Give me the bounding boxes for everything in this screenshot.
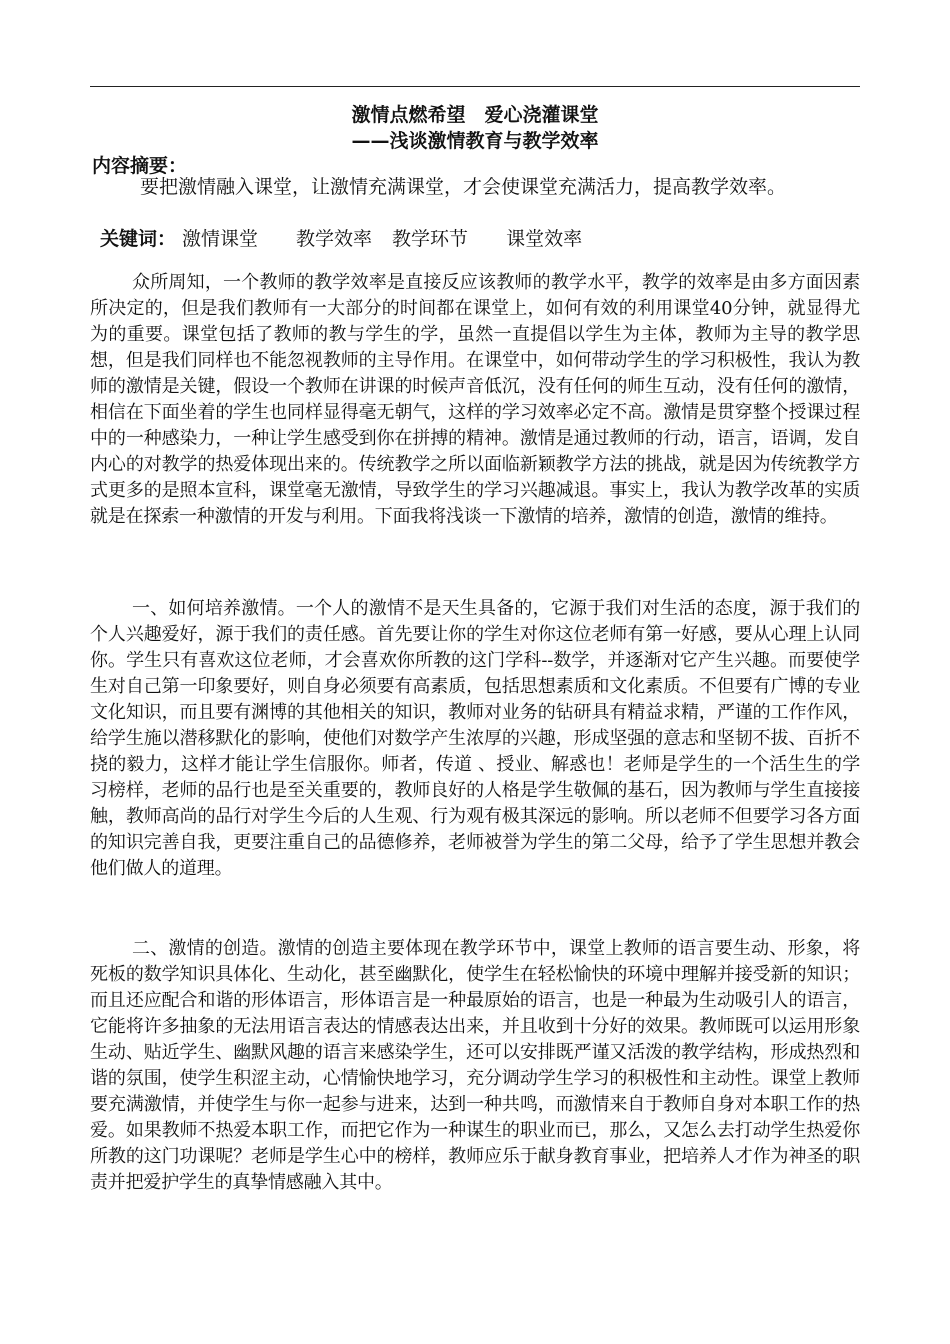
header-rule — [90, 86, 860, 87]
document-subtitle: ——浅谈激情教育与教学效率 — [351, 130, 599, 152]
body-paragraph-cultivate: 一、如何培养激情。一个人的激情不是天生具备的，它源于我们对生活的态度，源于我们的个人兴趣爱好，源于我们的责任感。首先要让你的学生对你这位老师有第一好感，要从心理上认同你。学生只有喜欢这位老师，才会喜欢你所教的这门学科--数学，并逐渐对它产生兴趣。而要使学生对自己第一印象要好，则自身必须要有高素质，包括思想素质和文化素质。不但要有广博的专业文化知识，而且要有渊博的其他相关的知识，教师对业务的钻研具有精益求精，严谨的工作作风，给学生施以潜移默化的影响，使他们对数学产生浓厚的兴趣，形成坚强的意志和坚韧不拔、百折不挠的毅力，这样才能让学生信服你。师者，传道 、授业、解惑也！老师是学生的一个活生生的学习榜样，老师的品行也是至关重要的，教师良好的人格是学生敬佩的基石，因为教师与学生直接接触，教师高尚的品行对学生今后的人生观、行为观有极其深远的影响。所以老师不但要学习各方面的知识完善自我，更要注重自己的品德修养，老师被誉为学生的第二父母，给予了学生思想并教会他们做人的道理。 — [90, 598, 860, 879]
body-paragraph-create: 二、激情的创造。激情的创造主要体现在教学环节中，课堂上教师的语言要生动、形象，将死板的数学知识具体化、生动化，甚至幽默化，使学生在轻松愉快的环境中理解并接受新的知识；而且还应配合和谐的形体语言，形体语言是一种最原始的语言，也是一种最为生动吸引人的语言，它能将许多抽象的无法用语言表达的情感表达出来，并且收到十分好的效果。教师既可以运用形象生动、贴近学生、幽默风趣的语言来感染学生，还可以安排既严谨又活泼的教学结构，形成热烈和谐的氛围，使学生积涩主动，心情愉快地学习，充分调动学生学习的积极性和主动性。课堂上教师要充满激情，并使学生与你一起参与进来，达到一种共鸣，而激情来自于教师自身对本职工作的热爱。如果教师不热爱本职工作，而把它作为一种谋生的职业而已，那么，又怎么去打动学生热爱你所教的这门功课呢？老师是学生心中的榜样，教师应乐于献身教育事业，把培养人才作为神圣的职责并把爱护学生的真挚情感融入其中。 — [90, 938, 860, 1193]
keyword-2: 教学效率 — [296, 228, 373, 250]
body-paragraph-intro: 众所周知，一个教师的教学效率是直接反应该教师的教学水平，教学的效率是由多方面因素所决定的，但是我们教师有一大部分的时间都在课堂上，如何有效的利用课堂40分钟，就显得尤为的重要。课堂包括了教师的教与学生的学，虽然一直提倡以学生为主体，教师为主导的教学思想，但是我们同样也不能忽视教师的主导作用。在课堂中，如何带动学生的学习积极性，我认为教师的激情是关键，假设一个教师在讲课的时候声音低沉，没有任何的师生互动，没有任何的激情，相信在下面坐着的学生也同样显得毫无朝气，这样的学习效率必定不高。激情是贯穿整个授课过程中的一种感染力，一种让学生感受到你在拼搏的精神。激情是通过教师的行动，语言，语调，发自内心的对教学的热爱体现出来的。传统教学之所以面临新颖教学方法的挑战，就是因为传统教学方式更多的是照本宣科，课堂毫无激情，导致学生的学习兴趣减退。事实上，我认为教学改革的实质就是在探索一种激情的开发与利用。下面我将浅谈一下激情的培养，激情的创造，激情的维持。 — [90, 272, 860, 527]
abstract-text: 要把激情融入课堂，让激情充满课堂，才会使课堂充满活力，提高教学效率。 — [140, 176, 787, 198]
keyword-1: 激情课堂 — [182, 228, 259, 250]
keyword-3: 教学环节 — [392, 228, 469, 250]
abstract-label: 内容摘要： — [92, 155, 188, 177]
keyword-4: 课堂效率 — [506, 228, 583, 250]
keywords-line — [100, 224, 582, 251]
keywords-label: 关键词： — [100, 228, 177, 250]
document-title: 激情点燃希望 爱心浇灌课堂 — [351, 104, 599, 126]
